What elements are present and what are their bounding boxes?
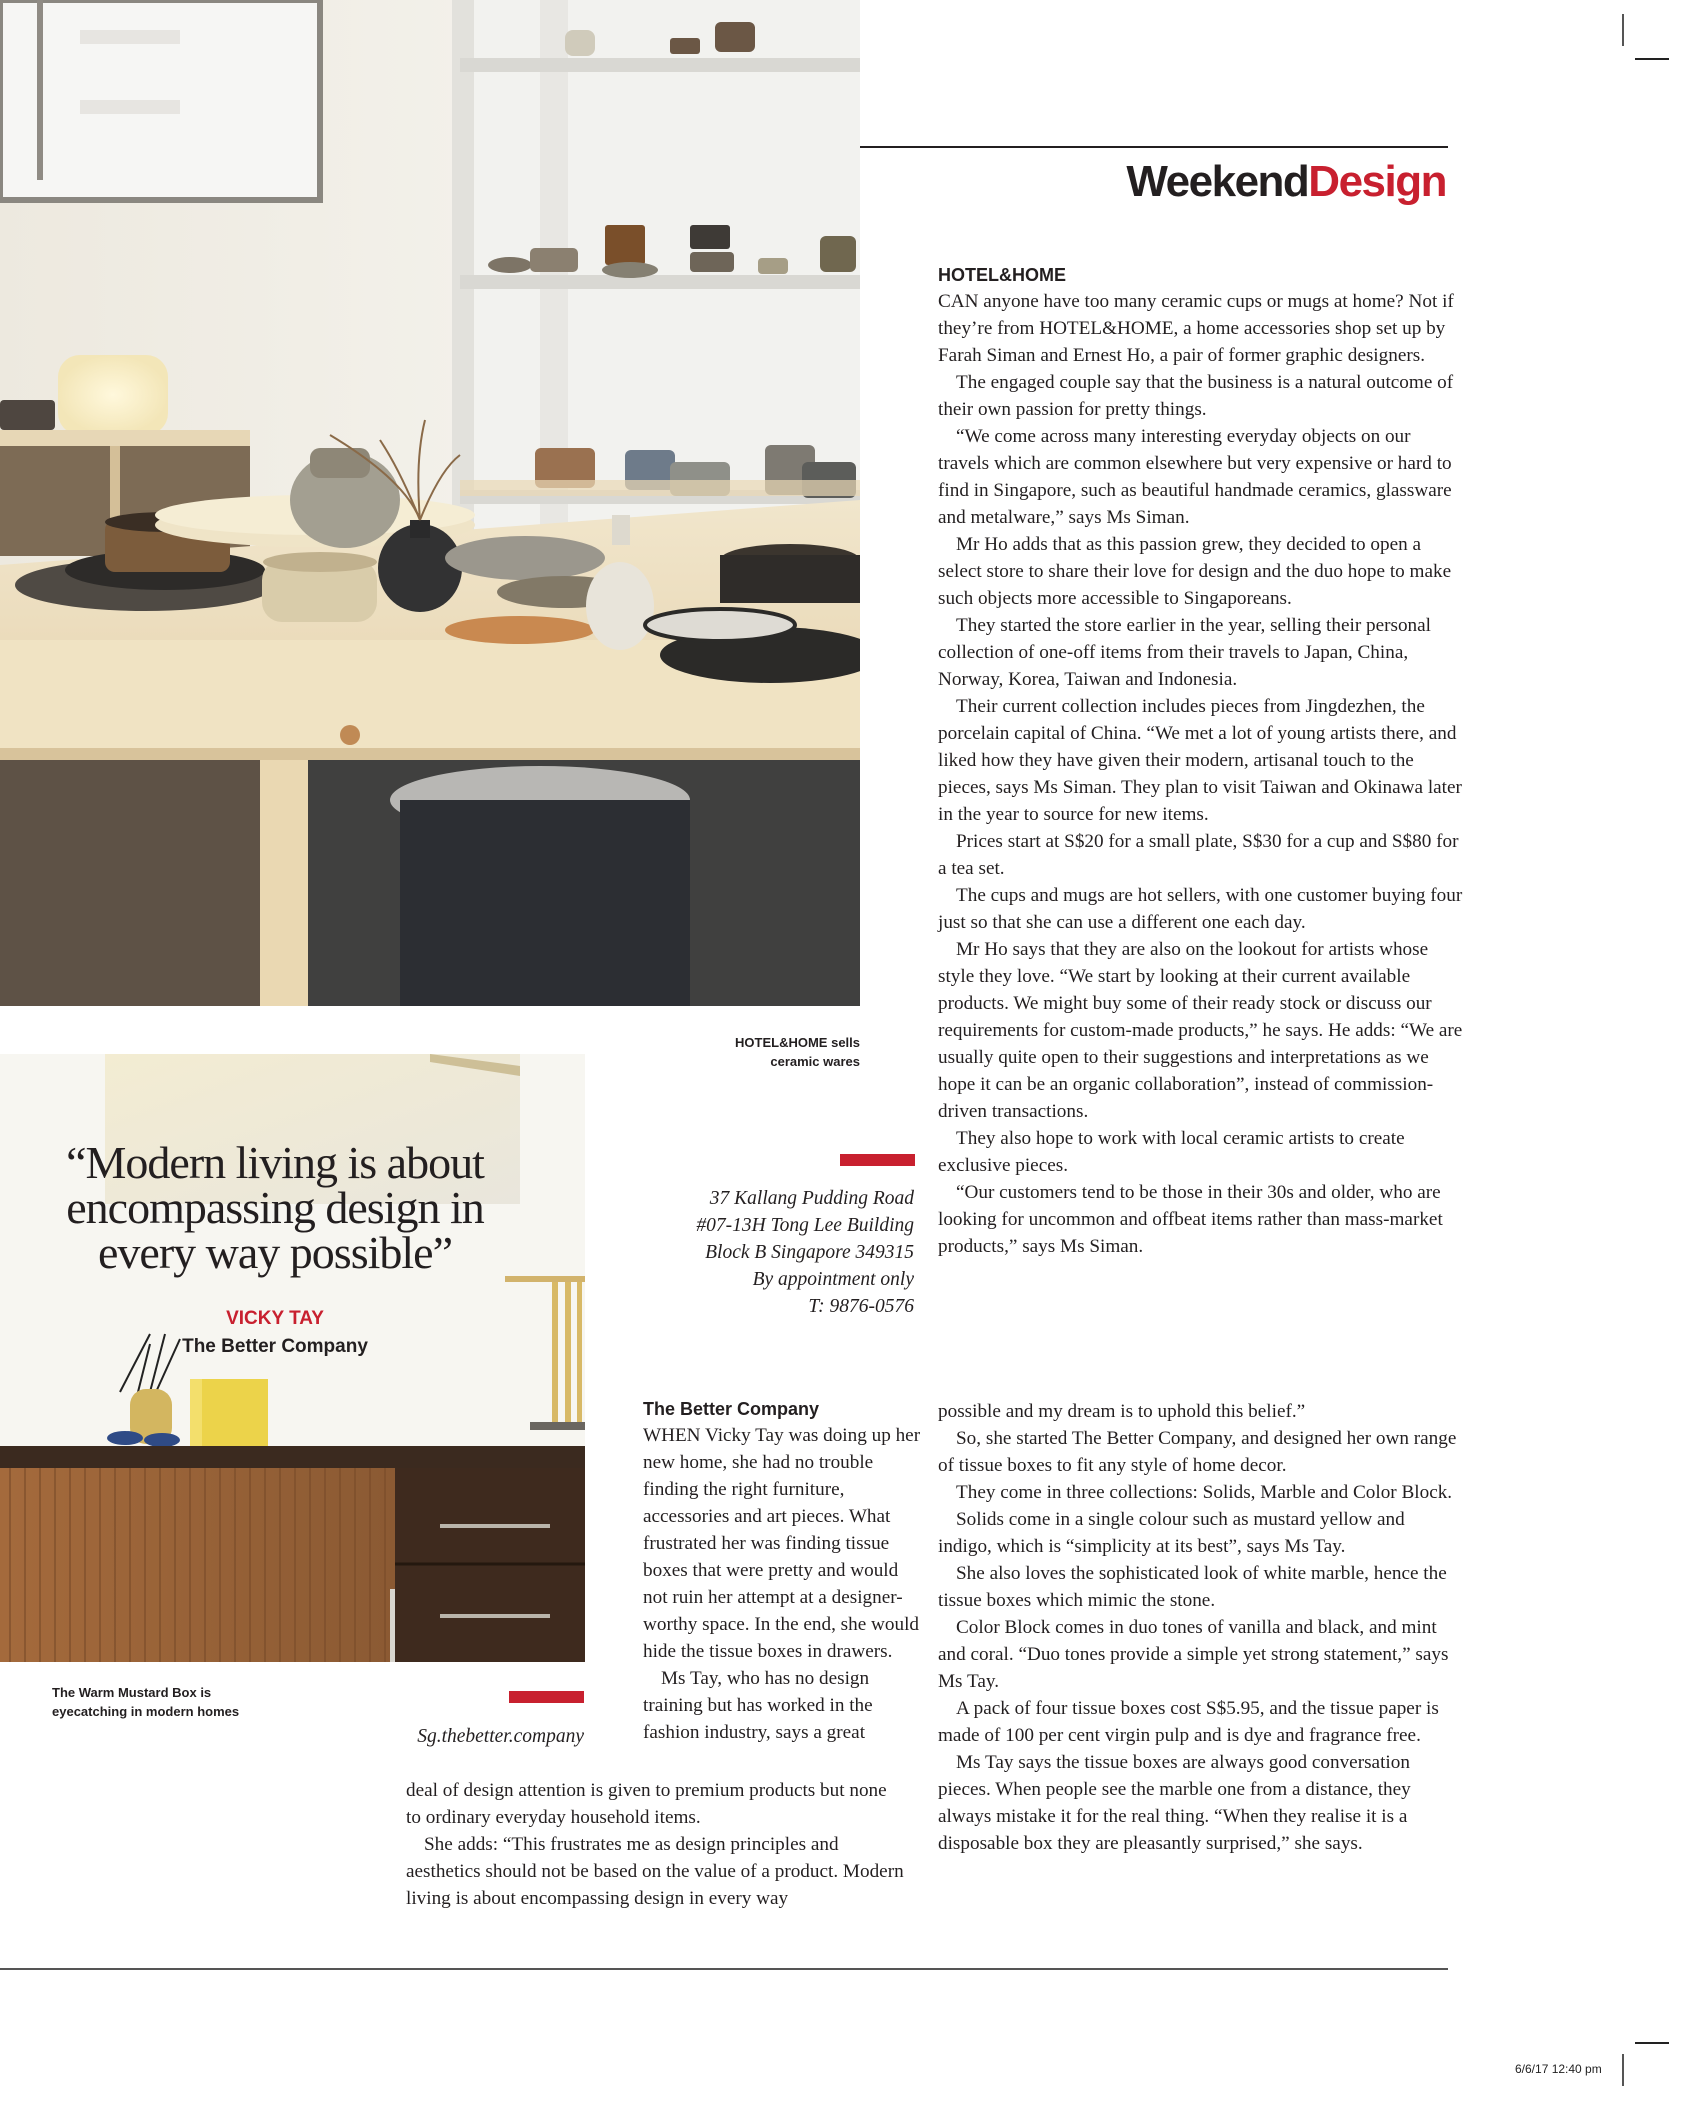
hotel-home-photo: [0, 0, 860, 1006]
article-paragraph: Mr Ho says that they are also on the lookout for artists whose style they love. “We start by looking at their current available products. We might buy some of their ready stock or discuss our requirements for custom-made products,” he says. He adds: “We are usually quite open to their suggestions and interpretations as we hope it can be an organic collaboration”, instead of commission-driven transactions.: [938, 939, 1463, 1122]
better-company-photo-caption: [52, 1683, 239, 1721]
article-paragraph: Mr Ho adds that as this passion grew, they decided to open a select store to share their love for design and the duo hope to make such objects more accessible to Singaporeans.: [938, 534, 1452, 609]
masthead-weekend: Weekend: [1126, 157, 1309, 206]
article-paragraph: They come in three collections: Solids, Marble and Color Block.: [956, 1482, 1453, 1503]
article-paragraph: The cups and mugs are hot sellers, with one customer buying four just so that she can use a different one each day.: [938, 885, 1463, 933]
print-timestamp: 6/6/17 12:40 pm: [1515, 2062, 1602, 2076]
caption-line: ceramic wares: [770, 1054, 860, 1069]
article-paragraph: Ms Tay says the tissue boxes are always good conversation pieces. When people see the marble one from a distance, they always mistake it for the real thing. “When they realise it is a disposable box they are pleasantly surprised,” she says.: [938, 1752, 1411, 1854]
article-paragraph: So, she started The Better Company, and designed her own range of tissue boxes to fit any style of home decor.: [938, 1428, 1457, 1476]
article-paragraph: Color Block comes in duo tones of vanilla and black, and mint and coral. “Duo tones provide a simple yet strong statement,” says Ms Tay.: [938, 1617, 1449, 1692]
better-company-article-col1-continued: [406, 1777, 906, 1912]
article-paragraph: They also hope to work with local ceramic artists to create exclusive pieces.: [938, 1128, 1405, 1176]
crop-mark-top-right-vertical: [1622, 14, 1624, 46]
article-paragraph: “We come across many interesting everyday objects on our travels which are common elsewhere but very expensive or hard to find in Singapore, such as beautiful handmade ceramics, glassware and metalware,” says Ms Siman.: [938, 426, 1452, 528]
red-accent-bar: [509, 1691, 584, 1703]
article-paragraph: Prices start at S$20 for a small plate, S$30 for a cup and S$80 for a tea set.: [938, 831, 1459, 879]
pull-quote: [40, 1137, 510, 1278]
pull-quote-line: encompassing design in: [66, 1182, 484, 1233]
article-paragraph: She also loves the sophisticated look of white marble, hence the tissue boxes which mimic the stone.: [938, 1563, 1447, 1611]
ceramics-scene-illustration: [0, 0, 860, 1006]
section-masthead: [1126, 152, 1446, 212]
article-paragraph: Their current collection includes pieces from Jingdezhen, the porcelain capital of China. “We met a lot of young artists there, and liked how they have given their modern, artisanal touch to the pieces, says Ms Siman. They plan to visit Taiwan and Okinawa later in the year to source for new items.: [938, 696, 1462, 825]
pull-quote-attribution-company: The Better Company: [182, 1336, 368, 1357]
better-company-subhead: The Better Company: [643, 1399, 820, 1419]
better-company-article-col2: [938, 1398, 1458, 1857]
hotel-home-photo-caption: [735, 1033, 860, 1071]
hotel-home-article: [938, 262, 1464, 1260]
better-company-website: Sg.thebetter.company: [417, 1726, 584, 1747]
article-paragraph: A pack of four tissue boxes cost S$5.95, and the tissue paper is made of 100 per cent virgin pulp and is dye and fragrance free.: [938, 1698, 1439, 1746]
better-company-article-col1: [643, 1396, 925, 1746]
header-rule: [860, 146, 1448, 148]
caption-line: The Warm Mustard Box is: [52, 1685, 212, 1700]
masthead-design: Design: [1308, 157, 1446, 206]
article-paragraph: “Our customers tend to be those in their 30s and older, who are looking for uncommon and offbeat items rather than mass-market products,” says Ms Siman.: [938, 1182, 1443, 1257]
red-accent-bar: [840, 1154, 915, 1166]
pull-quote-attribution-name: VICKY TAY: [226, 1308, 324, 1329]
address-line: Block B Singapore 349315: [705, 1242, 914, 1263]
caption-line: eyecatching in modern homes: [52, 1704, 240, 1719]
article-paragraph: They started the store earlier in the year, selling their personal collection of one-off items from their travels to Japan, China, Norway, Korea, Taiwan and Indonesia.: [938, 615, 1432, 690]
article-paragraph: deal of design attention is given to premium products but none to ordinary everyday household items.: [406, 1780, 887, 1828]
article-paragraph: She adds: “This frustrates me as design principles and aesthetics should not be based on the value of a product. Modern living is about encompassing design in every way: [406, 1834, 904, 1909]
crop-mark-bottom-right-horizontal: [1635, 2042, 1669, 2044]
article-paragraph: CAN anyone have too many ceramic cups or mugs at home? Not if they’re from HOTEL&HOME, a home accessories shop set up by Farah Siman and Ernest Ho, a pair of former graphic designers.: [938, 291, 1454, 366]
appointment-note: By appointment only: [752, 1269, 914, 1290]
address-line: 37 Kallang Pudding Road: [709, 1188, 914, 1209]
article-paragraph: Ms Tay, who has no design training but has worked in the fashion industry, says a great: [643, 1668, 873, 1743]
hotel-home-contact-info: [614, 1185, 914, 1320]
pull-quote-line: “Modern living is about: [66, 1137, 484, 1188]
pull-quote-line: every way possible”: [98, 1227, 452, 1278]
address-line: #07-13H Tong Lee Building: [696, 1215, 914, 1236]
article-paragraph: Solids come in a single colour such as mustard yellow and indigo, which is “simplicity at its best”, says Ms Tay.: [938, 1509, 1405, 1557]
caption-line: HOTEL&HOME sells: [735, 1035, 860, 1050]
article-paragraph: possible and my dream is to uphold this belief.”: [938, 1401, 1306, 1422]
crop-mark-bottom-right-vertical: [1622, 2054, 1624, 2086]
article-paragraph: The engaged couple say that the business is a natural outcome of their own passion for pretty things.: [938, 372, 1454, 420]
phone-number: T: 9876-0576: [808, 1296, 914, 1317]
hotel-home-subhead: HOTEL&HOME: [938, 265, 1066, 285]
footer-rule: [0, 1968, 1448, 1970]
article-paragraph: WHEN Vicky Tay was doing up her new home, she had no trouble finding the right furniture, accessories and art pieces. What frustrated her was finding tissue boxes that were pretty and would not ruin her attempt at a designer-worthy space. In the end, she would hide the tissue boxes in drawers.: [643, 1425, 921, 1662]
crop-mark-top-right-horizontal: [1635, 58, 1669, 60]
